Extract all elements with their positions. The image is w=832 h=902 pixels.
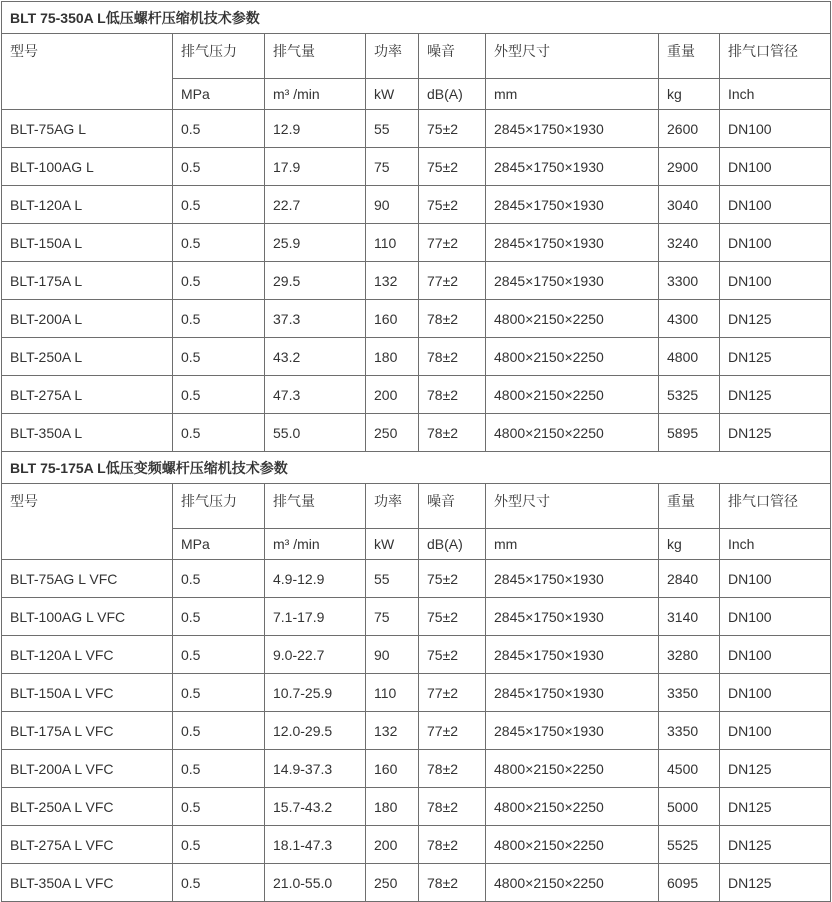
header-noise: 噪音	[419, 484, 486, 529]
cell-outlet: DN125	[720, 300, 831, 338]
cell-outlet: DN125	[720, 826, 831, 864]
unit-weight: kg	[659, 79, 720, 110]
cell-pressure: 0.5	[173, 750, 265, 788]
cell-pressure: 0.5	[173, 300, 265, 338]
cell-power: 160	[366, 750, 419, 788]
cell-flow: 22.7	[265, 186, 366, 224]
cell-weight: 2600	[659, 110, 720, 148]
cell-model: BLT-75AG L	[2, 110, 173, 148]
cell-dimensions: 4800×2150×2250	[486, 338, 659, 376]
cell-outlet: DN125	[720, 750, 831, 788]
spec-tables	[1, 1, 830, 902]
cell-flow: 47.3	[265, 376, 366, 414]
cell-power: 110	[366, 224, 419, 262]
cell-dimensions: 2845×1750×1930	[486, 148, 659, 186]
cell-outlet: DN100	[720, 636, 831, 674]
cell-power: 180	[366, 338, 419, 376]
cell-power: 75	[366, 148, 419, 186]
cell-pressure: 0.5	[173, 414, 265, 452]
cell-model: BLT-120A L VFC	[2, 636, 173, 674]
cell-weight: 4800	[659, 338, 720, 376]
cell-outlet: DN125	[720, 864, 831, 902]
header-pressure: 排气压力	[173, 34, 265, 79]
table-row	[2, 712, 831, 750]
cell-model: BLT-200A L VFC	[2, 750, 173, 788]
unit-weight: kg	[659, 529, 720, 560]
cell-dimensions: 2845×1750×1930	[486, 674, 659, 712]
cell-outlet: DN125	[720, 338, 831, 376]
cell-flow: 55.0	[265, 414, 366, 452]
cell-model: BLT-120A L	[2, 186, 173, 224]
cell-weight: 3240	[659, 224, 720, 262]
table-row	[2, 560, 831, 598]
cell-pressure: 0.5	[173, 788, 265, 826]
cell-pressure: 0.5	[173, 712, 265, 750]
cell-pressure: 0.5	[173, 148, 265, 186]
cell-power: 132	[366, 712, 419, 750]
cell-model: BLT-150A L	[2, 224, 173, 262]
cell-noise: 78±2	[419, 376, 486, 414]
header-flow: 排气量	[265, 484, 366, 529]
cell-noise: 75±2	[419, 110, 486, 148]
cell-noise: 78±2	[419, 300, 486, 338]
unit-outlet: Inch	[720, 79, 831, 110]
unit-dimensions: mm	[486, 79, 659, 110]
table-row	[2, 598, 831, 636]
cell-weight: 3280	[659, 636, 720, 674]
cell-weight: 3350	[659, 674, 720, 712]
cell-outlet: DN125	[720, 414, 831, 452]
cell-pressure: 0.5	[173, 110, 265, 148]
cell-noise: 78±2	[419, 414, 486, 452]
cell-model: BLT-200A L	[2, 300, 173, 338]
header-outlet: 排气口管径	[720, 484, 831, 529]
cell-power: 200	[366, 376, 419, 414]
cell-flow: 12.9	[265, 110, 366, 148]
cell-weight: 2900	[659, 148, 720, 186]
header-dimensions: 外型尺寸	[486, 34, 659, 79]
table-title-row	[2, 452, 831, 484]
cell-model: BLT-250A L	[2, 338, 173, 376]
table-row	[2, 414, 831, 452]
cell-power: 110	[366, 674, 419, 712]
table-row	[2, 750, 831, 788]
unit-pressure: MPa	[173, 529, 265, 560]
cell-power: 250	[366, 864, 419, 902]
cell-flow: 25.9	[265, 224, 366, 262]
cell-pressure: 0.5	[173, 376, 265, 414]
header-model: 型号	[2, 484, 173, 560]
table-row	[2, 826, 831, 864]
header-model: 型号	[2, 34, 173, 110]
table-row	[2, 864, 831, 902]
cell-flow: 15.7-43.2	[265, 788, 366, 826]
cell-dimensions: 4800×2150×2250	[486, 376, 659, 414]
cell-pressure: 0.5	[173, 338, 265, 376]
cell-pressure: 0.5	[173, 560, 265, 598]
table-row	[2, 110, 831, 148]
cell-flow: 14.9-37.3	[265, 750, 366, 788]
unit-dimensions: mm	[486, 529, 659, 560]
cell-power: 180	[366, 788, 419, 826]
cell-power: 132	[366, 262, 419, 300]
cell-flow: 12.0-29.5	[265, 712, 366, 750]
cell-noise: 77±2	[419, 262, 486, 300]
cell-model: BLT-100AG L	[2, 148, 173, 186]
cell-dimensions: 4800×2150×2250	[486, 300, 659, 338]
cell-flow: 7.1-17.9	[265, 598, 366, 636]
header-power: 功率	[366, 34, 419, 79]
header-dimensions: 外型尺寸	[486, 484, 659, 529]
cell-outlet: DN100	[720, 262, 831, 300]
cell-dimensions: 4800×2150×2250	[486, 864, 659, 902]
cell-noise: 75±2	[419, 598, 486, 636]
table-row	[2, 148, 831, 186]
cell-outlet: DN100	[720, 674, 831, 712]
cell-model: BLT-100AG L VFC	[2, 598, 173, 636]
cell-power: 90	[366, 186, 419, 224]
table-row	[2, 788, 831, 826]
cell-flow: 21.0-55.0	[265, 864, 366, 902]
cell-outlet: DN125	[720, 376, 831, 414]
cell-dimensions: 2845×1750×1930	[486, 262, 659, 300]
cell-dimensions: 2845×1750×1930	[486, 560, 659, 598]
header-row	[2, 34, 831, 79]
table-row	[2, 636, 831, 674]
cell-dimensions: 2845×1750×1930	[486, 636, 659, 674]
cell-noise: 78±2	[419, 864, 486, 902]
cell-pressure: 0.5	[173, 826, 265, 864]
cell-outlet: DN100	[720, 712, 831, 750]
cell-dimensions: 2845×1750×1930	[486, 110, 659, 148]
unit-noise: dB(A)	[419, 529, 486, 560]
cell-weight: 3140	[659, 598, 720, 636]
cell-noise: 75±2	[419, 148, 486, 186]
header-outlet: 排气口管径	[720, 34, 831, 79]
cell-weight: 3040	[659, 186, 720, 224]
unit-power: kW	[366, 79, 419, 110]
cell-noise: 77±2	[419, 674, 486, 712]
table-title: BLT 75-175A L低压变频螺杆压缩机技术参数	[2, 452, 831, 484]
cell-model: BLT-150A L VFC	[2, 674, 173, 712]
unit-outlet: Inch	[720, 529, 831, 560]
cell-model: BLT-175A L VFC	[2, 712, 173, 750]
table-title-row	[2, 2, 831, 34]
cell-outlet: DN125	[720, 788, 831, 826]
cell-weight: 5525	[659, 826, 720, 864]
cell-power: 250	[366, 414, 419, 452]
header-row	[2, 484, 831, 529]
cell-model: BLT-250A L VFC	[2, 788, 173, 826]
table-row	[2, 224, 831, 262]
cell-flow: 17.9	[265, 148, 366, 186]
cell-flow: 18.1-47.3	[265, 826, 366, 864]
cell-dimensions: 2845×1750×1930	[486, 224, 659, 262]
cell-outlet: DN100	[720, 110, 831, 148]
cell-weight: 4500	[659, 750, 720, 788]
cell-pressure: 0.5	[173, 598, 265, 636]
cell-model: BLT-350A L	[2, 414, 173, 452]
header-weight: 重量	[659, 484, 720, 529]
table-row	[2, 376, 831, 414]
cell-weight: 6095	[659, 864, 720, 902]
cell-weight: 5895	[659, 414, 720, 452]
cell-model: BLT-275A L VFC	[2, 826, 173, 864]
header-weight: 重量	[659, 34, 720, 79]
cell-noise: 77±2	[419, 224, 486, 262]
header-pressure: 排气压力	[173, 484, 265, 529]
spec-table	[1, 1, 831, 902]
cell-weight: 3300	[659, 262, 720, 300]
table-row	[2, 300, 831, 338]
header-power: 功率	[366, 484, 419, 529]
cell-weight: 3350	[659, 712, 720, 750]
cell-weight: 4300	[659, 300, 720, 338]
cell-flow: 37.3	[265, 300, 366, 338]
cell-pressure: 0.5	[173, 864, 265, 902]
cell-noise: 75±2	[419, 560, 486, 598]
unit-flow: m³ /min	[265, 529, 366, 560]
unit-power: kW	[366, 529, 419, 560]
cell-weight: 2840	[659, 560, 720, 598]
cell-dimensions: 2845×1750×1930	[486, 186, 659, 224]
unit-pressure: MPa	[173, 79, 265, 110]
cell-noise: 78±2	[419, 788, 486, 826]
table-row	[2, 338, 831, 376]
cell-flow: 9.0-22.7	[265, 636, 366, 674]
cell-noise: 78±2	[419, 338, 486, 376]
cell-power: 75	[366, 598, 419, 636]
cell-noise: 75±2	[419, 186, 486, 224]
cell-model: BLT-175A L	[2, 262, 173, 300]
cell-flow: 4.9-12.9	[265, 560, 366, 598]
cell-power: 90	[366, 636, 419, 674]
cell-power: 160	[366, 300, 419, 338]
cell-outlet: DN100	[720, 224, 831, 262]
cell-power: 55	[366, 560, 419, 598]
cell-noise: 78±2	[419, 750, 486, 788]
header-noise: 噪音	[419, 34, 486, 79]
table-row	[2, 262, 831, 300]
cell-weight: 5000	[659, 788, 720, 826]
cell-pressure: 0.5	[173, 224, 265, 262]
cell-power: 200	[366, 826, 419, 864]
cell-flow: 29.5	[265, 262, 366, 300]
unit-flow: m³ /min	[265, 79, 366, 110]
cell-dimensions: 2845×1750×1930	[486, 598, 659, 636]
cell-dimensions: 4800×2150×2250	[486, 750, 659, 788]
unit-noise: dB(A)	[419, 79, 486, 110]
cell-outlet: DN100	[720, 598, 831, 636]
cell-dimensions: 4800×2150×2250	[486, 826, 659, 864]
cell-weight: 5325	[659, 376, 720, 414]
cell-model: BLT-350A L VFC	[2, 864, 173, 902]
cell-dimensions: 4800×2150×2250	[486, 414, 659, 452]
cell-model: BLT-275A L	[2, 376, 173, 414]
table-row	[2, 674, 831, 712]
cell-pressure: 0.5	[173, 636, 265, 674]
cell-noise: 78±2	[419, 826, 486, 864]
cell-noise: 77±2	[419, 712, 486, 750]
cell-pressure: 0.5	[173, 262, 265, 300]
table-title: BLT 75-350A L低压螺杆压缩机技术参数	[2, 2, 831, 34]
cell-flow: 10.7-25.9	[265, 674, 366, 712]
cell-dimensions: 4800×2150×2250	[486, 788, 659, 826]
cell-pressure: 0.5	[173, 186, 265, 224]
cell-flow: 43.2	[265, 338, 366, 376]
cell-power: 55	[366, 110, 419, 148]
cell-dimensions: 2845×1750×1930	[486, 712, 659, 750]
table-row	[2, 186, 831, 224]
cell-outlet: DN100	[720, 560, 831, 598]
cell-pressure: 0.5	[173, 674, 265, 712]
header-flow: 排气量	[265, 34, 366, 79]
cell-model: BLT-75AG L VFC	[2, 560, 173, 598]
cell-outlet: DN100	[720, 148, 831, 186]
cell-noise: 75±2	[419, 636, 486, 674]
cell-outlet: DN100	[720, 186, 831, 224]
